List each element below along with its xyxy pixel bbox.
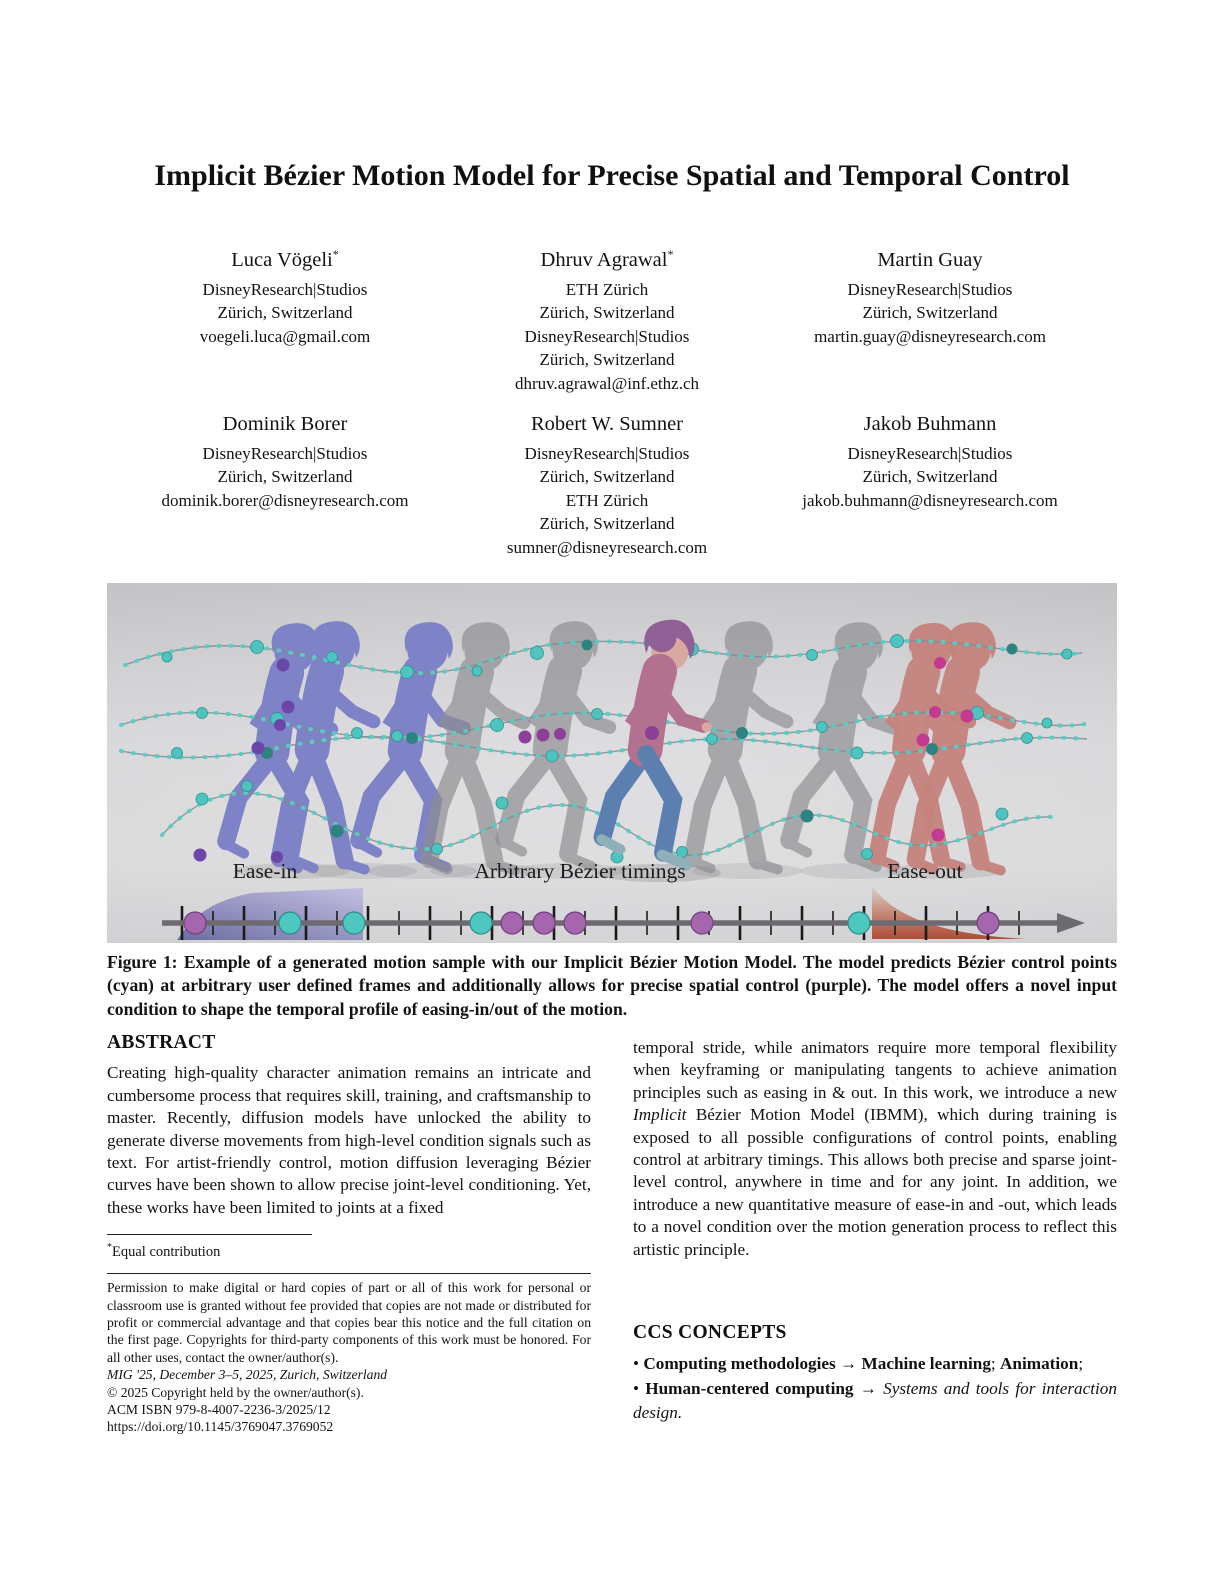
author-block-dominik-borer xyxy=(105,411,465,512)
conference-line: MIG '25, December 3–5, 2025, Zurich, Switzerland xyxy=(107,1367,388,1383)
footnote-mark: * xyxy=(107,1242,112,1253)
author-mark: * xyxy=(332,247,339,261)
arrow-icon: → xyxy=(835,1354,862,1373)
author-name xyxy=(427,247,787,272)
author-name xyxy=(750,411,1110,436)
ease-in-label: Ease-in xyxy=(232,859,298,883)
author-name xyxy=(105,247,465,272)
author-email: dhruv.agrawal@inf.ethz.ch xyxy=(514,373,699,393)
author-affiliation-line: Zürich, Switzerland xyxy=(217,303,353,323)
abstract-heading: ABSTRACT xyxy=(107,1032,216,1053)
author-affiliation-line: Zürich, Switzerland xyxy=(539,303,675,323)
author-mark: * xyxy=(667,247,674,261)
abstract-text-right xyxy=(633,1037,1117,1261)
abstract-text-left: Creating high-quality character animation remains an intricate and cumbersome process that requires skill, training, and craftsmanship to master. Recently, diffusion models have unlocked the ability to generate diverse movements from high-level condition signals such as text. For artist-friendly control, motion diffusion leveraging Bézier curves have been shown to allow precise joint-level conditioning. Yet, these works have been limited to joints at a fixed xyxy=(107,1063,591,1217)
author-name-text: Dhruv Agrawal xyxy=(540,248,668,271)
author-block-robert-sumner xyxy=(427,411,787,559)
author-name xyxy=(750,247,1110,272)
author-affiliation-line: Zürich, Switzerland xyxy=(862,303,998,323)
author-affiliation-line: DisneyResearch|Studios xyxy=(847,443,1013,463)
ccs-concepts-section xyxy=(633,1322,1117,1426)
author-block-jakob-buhmann xyxy=(750,411,1110,512)
arbitrary-bezier-timings-label: Arbitrary Bézier timings xyxy=(474,859,686,883)
ccs-category: Human-centered computing xyxy=(645,1378,854,1398)
figure-caption: Figure 1: Example of a generated motion sample with our Implicit Bézier Motion Model. The model predicts Bézier control points (cyan) at arbitrary user defined frames and additionally allows for precise spatial control (purple). The model offers a novel input condition to shape the temporal profile of easing-in/out of the motion. xyxy=(107,952,1117,1019)
timeline-keyframe-dot-purple xyxy=(691,912,713,934)
ccs-heading: CCS CONCEPTS xyxy=(633,1322,787,1343)
author-block-dhruv-agrawal xyxy=(427,247,787,395)
permission-text: Permission to make digital or hard copies of part or all of this work for personal or classroom use is granted without fee provided that copies are not made or distributed for profit or commercial advantage and that copies bear this notice and the full citation on the first page. Copyrights for third-party components of this work must be honored. For all other uses, contact the owner/author(s). xyxy=(107,1280,591,1365)
footnote-rule-short xyxy=(107,1234,312,1235)
abstract-continued xyxy=(633,1037,1117,1261)
author-block-luca-voegeli xyxy=(105,247,465,348)
timeline-keyframe-dot-purple xyxy=(184,912,206,934)
ease-out-label: Ease-out xyxy=(887,859,963,883)
figure-canvas xyxy=(107,583,1117,943)
abstract-right-part2: Bézier Motion Model (IBMM), which during training is exposed to all possible configurations of control points, enabling control at arbitrary timings. This allows both precise and sparse joint-level control, anywhere in time and for any joint. In addition, we introduce a new quantitative measure of ease-in and -out, which leads to a novel condition over the motion generation process to reflect this artistic principle. xyxy=(633,1105,1117,1259)
author-affiliation-line: ETH Zürich xyxy=(565,279,649,299)
author-name xyxy=(427,411,787,436)
timeline-keyframe-dot-cyan xyxy=(848,912,870,934)
author-affiliation-line: Zürich, Switzerland xyxy=(862,467,998,487)
figure-1 xyxy=(107,583,1117,943)
timeline-keyframe-dot-purple xyxy=(977,912,999,934)
ccs-item-human-centered-computing xyxy=(633,1377,1117,1426)
author-email: jakob.buhmann@disneyresearch.com xyxy=(802,490,1058,510)
author-affiliation-line: Zürich, Switzerland xyxy=(539,514,675,534)
timeline-keyframe-dot-purple xyxy=(533,912,555,934)
ccs-item-computing-methodologies xyxy=(633,1352,1117,1377)
footnote-rule-full xyxy=(107,1273,591,1274)
author-affiliation-line: Zürich, Switzerland xyxy=(217,467,353,487)
ccs-concept: Animation xyxy=(1000,1354,1079,1373)
author-affiliation-line: DisneyResearch|Studios xyxy=(524,326,690,346)
footnote-text: Equal contribution xyxy=(112,1243,221,1260)
author-name-text: Dominik Borer xyxy=(222,412,348,435)
abstract-right-part1: temporal stride, while animators require more temporal flexibility when keyframing or manipulating tangents to achieve animation principles such as easing in & out. In this work, we introduce a new xyxy=(633,1038,1117,1102)
author-name-text: Martin Guay xyxy=(877,248,983,271)
isbn-line: ACM ISBN 979-8-4007-2236-3/2025/12 xyxy=(107,1402,331,1418)
author-email: dominik.borer@disneyresearch.com xyxy=(161,490,409,510)
footnote-block xyxy=(107,1234,591,1436)
ccs-concept: Machine learning xyxy=(861,1354,991,1373)
timeline-keyframe-dot-cyan xyxy=(279,912,301,934)
separator: ; xyxy=(990,1354,1000,1373)
copyright-line: © 2025 Copyright held by the owner/author(s). xyxy=(107,1384,364,1400)
author-affiliation-line: DisneyResearch|Studios xyxy=(524,443,690,463)
timeline-keyframe-dot-cyan xyxy=(343,912,365,934)
author-name xyxy=(105,411,465,436)
author-name-text: Robert W. Sumner xyxy=(530,412,684,435)
author-affiliation-line: Zürich, Switzerland xyxy=(539,467,675,487)
ccs-concept: Systems and tools for interaction design. xyxy=(633,1378,1117,1422)
author-email: martin.guay@disneyresearch.com xyxy=(814,326,1046,346)
author-name-text: Jakob Buhmann xyxy=(863,412,997,435)
equal-contribution-footnote xyxy=(107,1239,591,1261)
timeline-keyframe-dot-cyan xyxy=(470,912,492,934)
bullet-icon: • xyxy=(633,1354,644,1373)
abstract-section xyxy=(107,1032,591,1219)
author-name-text: Luca Vögeli xyxy=(231,248,333,271)
arrow-icon: → xyxy=(853,1378,884,1398)
ccs-category: Computing methodologies xyxy=(643,1354,836,1373)
author-affiliation-line: Zürich, Switzerland xyxy=(539,350,675,370)
author-affiliation-line: DisneyResearch|Studios xyxy=(847,279,1013,299)
author-email: voegeli.luca@gmail.com xyxy=(199,326,371,346)
hand-spatial-control-point xyxy=(645,726,659,740)
paper-title: Implicit Bézier Motion Model for Precise Spatial and Temporal Control xyxy=(154,159,1070,192)
author-affiliation-line: ETH Zürich xyxy=(565,490,649,510)
bullet-icon: • xyxy=(633,1378,646,1398)
author-affiliation-line: DisneyResearch|Studios xyxy=(202,443,368,463)
doi-link[interactable]: https://doi.org/10.1145/3769047.3769052 xyxy=(107,1419,334,1435)
timeline-keyframe-dot-purple xyxy=(501,912,523,934)
author-affiliation-line: DisneyResearch|Studios xyxy=(202,279,368,299)
author-block-martin-guay xyxy=(750,247,1110,348)
timeline-keyframe-dot-purple xyxy=(564,912,586,934)
author-email: sumner@disneyresearch.com xyxy=(506,537,708,557)
separator: ; xyxy=(1078,1354,1084,1373)
abstract-right-italic: Implicit xyxy=(633,1105,687,1125)
